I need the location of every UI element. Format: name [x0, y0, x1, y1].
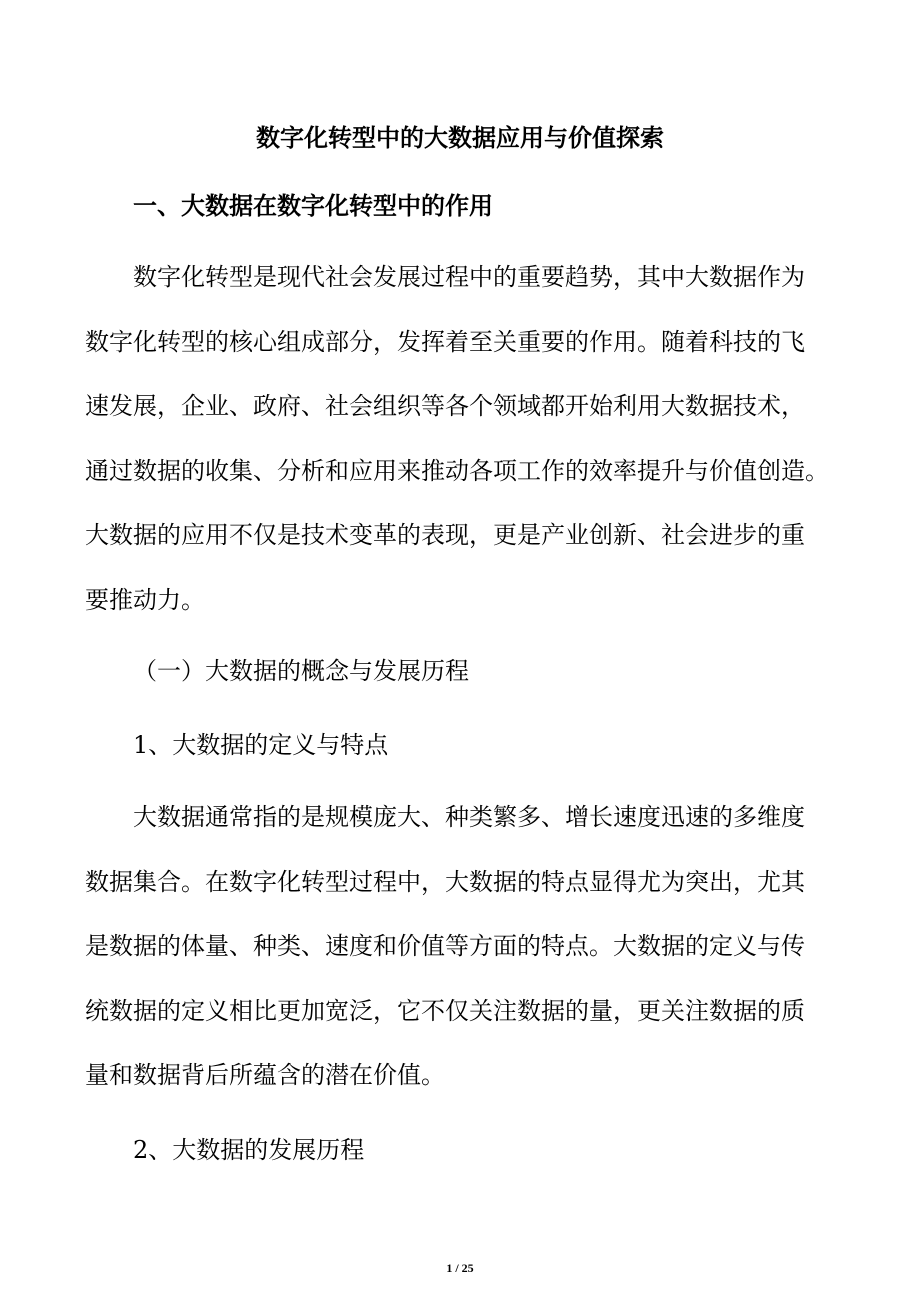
paragraph-line: 统数据的定义相比更加宽泛，它不仅关注数据的量，更关注数据的质 — [85, 997, 805, 1025]
section-heading: 一、大数据在数字化转型中的作用 — [133, 192, 493, 220]
paragraph-line: 速发展，企业、政府、社会组织等各个领域都开始利用大数据技术， — [85, 392, 805, 420]
subsection-heading: （一）大数据的概念与发展历程 — [133, 657, 469, 685]
paragraph-line: 大数据通常指的是规模庞大、种类繁多、增长速度迅速的多维度 — [133, 803, 805, 831]
paragraph-line: 数字化转型的核心组成部分，发挥着至关重要的作用。随着科技的飞 — [85, 328, 805, 356]
item-heading: 2、大数据的发展历程 — [133, 1136, 365, 1164]
paragraph-line: 大数据的应用不仅是技术变革的表现，更是产业创新、社会进步的重 — [85, 521, 805, 549]
paragraph-line: 要推动力。 — [85, 586, 205, 614]
paragraph-line: 数据集合。在数字化转型过程中，大数据的特点显得尤为突出，尤其 — [85, 868, 805, 896]
page-number: 1 / 25 — [446, 1261, 474, 1275]
paragraph-line: 通过数据的收集、分析和应用来推动各项工作的效率提升与价值创造。 — [85, 457, 829, 485]
paragraph-line: 是数据的体量、种类、速度和价值等方面的特点。大数据的定义与传 — [85, 932, 805, 960]
page-title: 数字化转型中的大数据应用与价值探索 — [256, 124, 664, 152]
paragraph-line: 量和数据背后所蕴含的潜在价值。 — [85, 1061, 445, 1089]
paragraph-line: 数字化转型是现代社会发展过程中的重要趋势，其中大数据作为 — [133, 263, 805, 291]
item-heading: 1、大数据的定义与特点 — [133, 731, 389, 759]
